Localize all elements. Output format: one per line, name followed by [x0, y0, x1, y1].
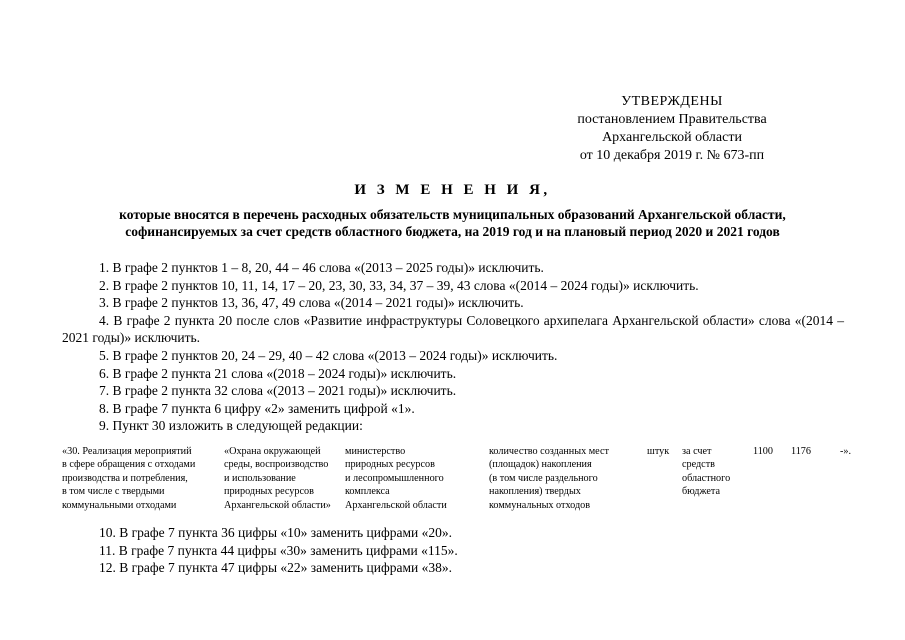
cell-line: Архангельской области [345, 499, 447, 511]
cell-line: средств [682, 459, 715, 471]
approval-line: от 10 декабря 2019 г. № 673-пп [579, 148, 765, 163]
cell-line: накопления) твердых [489, 486, 581, 498]
row30-value-2020-cell: 1100 [753, 446, 773, 457]
amendment-item: 10. В графе 7 пункта 36 цифры «10» заменить цифрами «20». [99, 525, 452, 540]
cell-line: и лесопромышленного [345, 472, 444, 484]
amendment-item: 8. В графе 7 пункта 6 цифру «2» заменить цифрой «1». [99, 400, 415, 416]
cell-line: штук [647, 446, 670, 457]
cell-line: (в том числе раздельного [489, 472, 598, 484]
amendment-item: 11. В графе 7 пункта 44 цифры «30» заменить цифрами «115». [99, 542, 458, 558]
cell-line: коммунальными отходами [62, 499, 177, 511]
row30-value-2021-cell: 1176 [791, 446, 811, 457]
amendment-item: 3. В графе 2 пунктов 13, 36, 47, 49 слова «(2014 – 2021 годы)» исключить. [99, 295, 524, 311]
amendment-item: 2. В графе 2 пунктов 10, 11, 14, 17 – 20, 23, 30, 33, 34, 37 – 39, 43 слова «(2014 – 2024 годы)» исключить. [99, 277, 699, 293]
amendment-item: 7. В графе 2 пункта 32 слова «(2013 – 2021 годы)» исключить. [99, 383, 457, 399]
approval-title: УТВЕРЖДЕНЫ [621, 94, 723, 109]
subtitle-line: софинансируемых за счет средств областного бюджета, на 2019 год и на плановый период 2020 и 2021 годов [125, 224, 780, 239]
cell-line: областного [682, 472, 731, 484]
cell-line: комплекса [345, 486, 390, 498]
document-subtitle [40, 206, 865, 240]
cell-line: среды, воспроизводство [224, 459, 329, 471]
cell-line: производства и потребления, [62, 472, 188, 484]
cell-line: в сфере обращения с отходами [62, 459, 196, 471]
approval-line: постановлением Правительства [577, 112, 767, 127]
row30-name-cell [62, 445, 195, 512]
amendment-list-continued [62, 524, 844, 577]
cell-line: природных ресурсов [345, 459, 435, 471]
amendment-list [62, 259, 844, 435]
cell-line: количество созданных мест [489, 446, 609, 457]
cell-line: за счет [682, 446, 712, 457]
cell-line: коммунальных отходов [489, 499, 591, 511]
row30-authority-cell [345, 445, 447, 512]
amendment-item: 4. В графе 2 пункта 20 после слов «Развитие инфраструктуры Соловецкого архипелага Архангельской области» слова «(2014 – 2021 годы)» исключить. [62, 312, 844, 346]
cell-line: (площадок) накопления [489, 459, 592, 471]
cell-line: «30. Реализация мероприятий [62, 446, 192, 457]
cell-line: в том числе с твердыми [62, 486, 165, 498]
amendment-item: 1. В графе 2 пунктов 1 – 8, 20, 44 – 46 слова «(2013 – 2025 годы)» исключить. [99, 260, 544, 275]
document-title: И З М Е Н Е Н И Я, [354, 182, 551, 198]
cell-line: и использование [224, 472, 296, 484]
row30-unit-cell [647, 445, 669, 458]
approval-block [552, 93, 792, 165]
row30-closing-cell: -». [840, 446, 852, 457]
amendment-item: 6. В графе 2 пункта 21 слова «(2018 – 2024 годы)» исключить. [99, 365, 457, 381]
row30-program-cell [224, 445, 331, 512]
cell-line: министерство [345, 446, 406, 457]
subtitle-line: которые вносятся в перечень расходных обязательств муниципальных образований Архангельской области, [119, 207, 786, 222]
row30-indicator-cell [489, 445, 609, 512]
cell-line: «Охрана окружающей [224, 446, 321, 457]
cell-line: бюджета [682, 486, 720, 498]
cell-line: природных ресурсов [224, 486, 314, 498]
approval-line: Архангельской области [602, 130, 742, 145]
cell-line: Архангельской области» [224, 499, 331, 511]
amendment-item: 5. В графе 2 пунктов 20, 24 – 29, 40 – 42 слова «(2013 – 2024 годы)» исключить. [99, 347, 558, 363]
row30-source-cell [682, 445, 730, 499]
amendment-item: 9. Пункт 30 изложить в следующей редакции: [99, 418, 363, 434]
amendment-item: 12. В графе 7 пункта 47 цифры «22» заменить цифрами «38». [99, 560, 452, 576]
